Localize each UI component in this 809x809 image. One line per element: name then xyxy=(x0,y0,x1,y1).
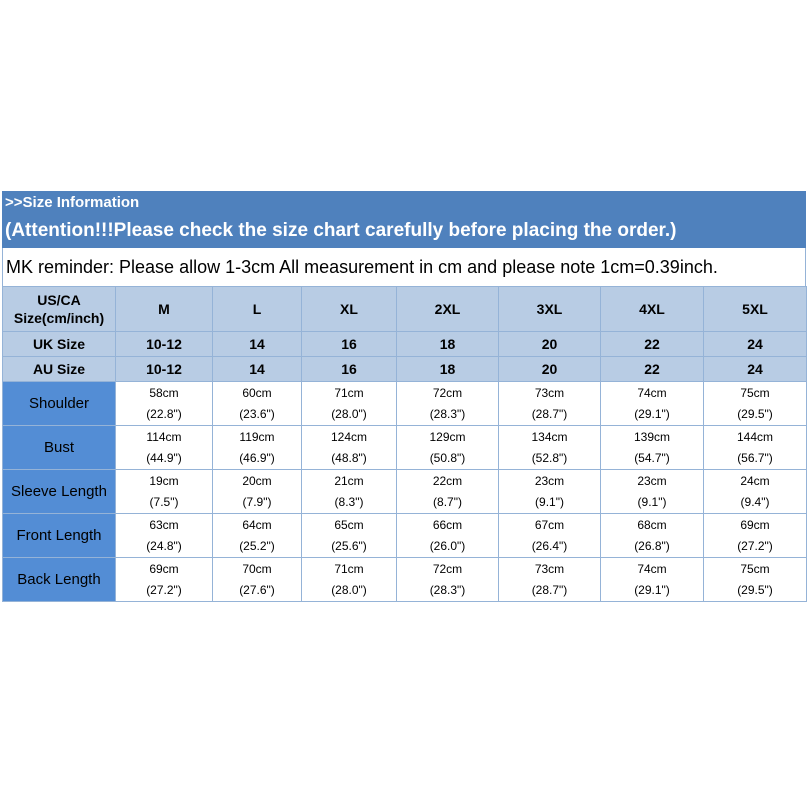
uk-size-cell: 22 xyxy=(601,332,704,357)
cm-value: 139cm xyxy=(633,429,671,444)
measurement-cell xyxy=(704,514,807,558)
measurement-cell xyxy=(397,426,499,470)
measurement-cell xyxy=(499,382,601,426)
us-size-label: US/CA Size(cm/inch) xyxy=(3,287,116,332)
cm-value: 70cm xyxy=(242,561,272,576)
inch-value: (29.1") xyxy=(634,406,670,421)
uk-size-cell: 24 xyxy=(704,332,807,357)
measurement-cell xyxy=(116,470,213,514)
measurement-cell xyxy=(116,382,213,426)
measurement-cell xyxy=(397,558,499,602)
measurement-cell xyxy=(601,382,704,426)
cm-value: 24cm xyxy=(740,473,770,488)
measurement-cell xyxy=(704,558,807,602)
inch-value: (29.1") xyxy=(634,582,670,597)
cm-value: 119cm xyxy=(239,429,275,444)
cm-value: 63cm xyxy=(149,517,179,532)
us-size-cell: 2XL xyxy=(397,287,499,332)
measurement-label: Sleeve Length xyxy=(3,470,116,514)
cm-value: 69cm xyxy=(149,561,179,576)
inch-value: (29.5") xyxy=(737,582,773,597)
measurement-row xyxy=(3,514,807,558)
uk-size-cell: 20 xyxy=(499,332,601,357)
inch-value: (8.3") xyxy=(334,494,364,509)
us-size-cell: 4XL xyxy=(601,287,704,332)
cm-value: 64cm xyxy=(242,517,272,532)
size-chart xyxy=(2,191,806,602)
inch-value: (9.4") xyxy=(740,494,770,509)
us-size-cell: L xyxy=(213,287,302,332)
measurement-row xyxy=(3,558,807,602)
au-size-cell: 20 xyxy=(499,357,601,382)
inch-value: (26.0") xyxy=(429,538,466,553)
cm-value: 72cm xyxy=(432,385,463,400)
uk-size-cell: 16 xyxy=(302,332,397,357)
reminder-text: MK reminder: Please allow 1-3cm All measurement in cm and please note 1cm=0.39inch. xyxy=(2,248,806,286)
cm-value: 124cm xyxy=(330,429,368,444)
measurement-cell xyxy=(302,470,397,514)
cm-value: 73cm xyxy=(534,561,565,576)
measurement-cell xyxy=(397,514,499,558)
measurement-cell xyxy=(601,426,704,470)
inch-value: (28.7") xyxy=(531,582,568,597)
inch-value: (9.1") xyxy=(535,494,564,509)
us-size-cell: 3XL xyxy=(499,287,601,332)
au-size-cell: 22 xyxy=(601,357,704,382)
cm-value: 71cm xyxy=(334,561,364,576)
measurement-cell xyxy=(213,426,302,470)
inch-value: (8.7") xyxy=(433,494,462,509)
measurement-row xyxy=(3,382,807,426)
cm-value: 19cm xyxy=(149,473,179,488)
au-size-cell: 10-12 xyxy=(116,357,213,382)
inch-value: (54.7") xyxy=(634,450,670,465)
uk-size-cell: 14 xyxy=(213,332,302,357)
inch-value: (48.8") xyxy=(331,450,367,465)
inch-value: (28.0") xyxy=(331,582,367,597)
measurement-row xyxy=(3,470,807,514)
cm-value: 74cm xyxy=(637,385,667,400)
cm-value: 75cm xyxy=(740,561,770,576)
cm-value: 72cm xyxy=(432,561,463,576)
inch-value: (50.8") xyxy=(429,450,466,465)
measurement-cell xyxy=(397,470,499,514)
measurement-cell xyxy=(704,382,807,426)
measurement-cell xyxy=(116,558,213,602)
measurement-label: Shoulder xyxy=(3,382,116,426)
size-table xyxy=(2,286,807,602)
inch-value: (56.7") xyxy=(737,450,773,465)
au-size-cell: 18 xyxy=(397,357,499,382)
cm-value: 20cm xyxy=(242,473,272,488)
inch-value: (25.6") xyxy=(331,538,367,553)
cm-value: 23cm xyxy=(637,473,667,488)
uk-size-label: UK Size xyxy=(3,332,116,357)
measurement-cell xyxy=(302,382,397,426)
measurement-cell xyxy=(213,470,302,514)
inch-value: (26.8") xyxy=(634,538,670,553)
attention-banner: (Attention!!!Please check the size chart carefully before placing the order.) xyxy=(2,214,806,248)
au-size-cell: 14 xyxy=(213,357,302,382)
uk-size-cell: 18 xyxy=(397,332,499,357)
inch-value: (22.8") xyxy=(146,406,182,421)
measurement-cell xyxy=(302,426,397,470)
inch-value: (23.6") xyxy=(239,406,275,421)
cm-value: 58cm xyxy=(149,385,179,400)
measurement-cell xyxy=(397,382,499,426)
measurement-cell xyxy=(302,558,397,602)
cm-value: 66cm xyxy=(432,517,463,532)
inch-value: (52.8") xyxy=(531,450,568,465)
measurement-cell xyxy=(601,514,704,558)
uk-size-cell: 10-12 xyxy=(116,332,213,357)
measurement-cell xyxy=(499,514,601,558)
cm-value: 75cm xyxy=(740,385,770,400)
cm-value: 69cm xyxy=(740,517,770,532)
cm-value: 74cm xyxy=(637,561,667,576)
cm-value: 67cm xyxy=(534,517,565,532)
cm-value: 129cm xyxy=(429,429,466,444)
inch-value: (24.8") xyxy=(146,538,182,553)
inch-value: (28.7") xyxy=(531,406,568,421)
measurement-cell xyxy=(601,470,704,514)
inch-value: (25.2") xyxy=(239,538,275,553)
inch-value: (28.3") xyxy=(429,582,466,597)
inch-value: (26.4") xyxy=(531,538,568,553)
inch-value: (27.6") xyxy=(239,582,275,597)
measurement-cell xyxy=(499,470,601,514)
us-size-cell: 5XL xyxy=(704,287,807,332)
us-size-row xyxy=(3,287,807,332)
inch-value: (27.2") xyxy=(146,582,182,597)
cm-value: 73cm xyxy=(534,385,565,400)
au-size-cell: 24 xyxy=(704,357,807,382)
measurement-row xyxy=(3,426,807,470)
au-size-row xyxy=(3,357,807,382)
cm-value: 71cm xyxy=(334,385,364,400)
measurement-label: Bust xyxy=(3,426,116,470)
cm-value: 60cm xyxy=(242,385,272,400)
cm-value: 23cm xyxy=(534,473,565,488)
measurement-cell xyxy=(116,426,213,470)
cm-value: 65cm xyxy=(334,517,364,532)
cm-value: 68cm xyxy=(637,517,667,532)
inch-value: (7.9") xyxy=(242,494,272,509)
inch-value: (46.9") xyxy=(239,450,275,465)
section-title: >>Size Information xyxy=(2,191,806,215)
measurement-label: Back Length xyxy=(3,558,116,602)
inch-value: (28.0") xyxy=(331,406,367,421)
au-size-label: AU Size xyxy=(3,357,116,382)
measurement-cell xyxy=(704,426,807,470)
cm-value: 21cm xyxy=(334,473,364,488)
inch-value: (44.9") xyxy=(146,450,182,465)
us-size-cell: M xyxy=(116,287,213,332)
inch-value: (29.5") xyxy=(737,406,773,421)
measurement-cell xyxy=(213,514,302,558)
measurement-cell xyxy=(213,558,302,602)
measurement-label: Front Length xyxy=(3,514,116,558)
measurement-cell xyxy=(302,514,397,558)
inch-value: (27.2") xyxy=(737,538,773,553)
us-size-cell: XL xyxy=(302,287,397,332)
inch-value: (28.3") xyxy=(429,406,466,421)
measurement-cell xyxy=(704,470,807,514)
measurement-cell xyxy=(499,558,601,602)
measurement-cell xyxy=(601,558,704,602)
measurement-cell xyxy=(499,426,601,470)
cm-value: 22cm xyxy=(432,473,463,488)
cm-value: 114cm xyxy=(146,429,182,444)
inch-value: (7.5") xyxy=(149,494,179,509)
au-size-cell: 16 xyxy=(302,357,397,382)
measurement-cell xyxy=(116,514,213,558)
cm-value: 144cm xyxy=(736,429,774,444)
measurement-cell xyxy=(213,382,302,426)
inch-value: (9.1") xyxy=(637,494,667,509)
uk-size-row xyxy=(3,332,807,357)
cm-value: 134cm xyxy=(531,429,568,444)
